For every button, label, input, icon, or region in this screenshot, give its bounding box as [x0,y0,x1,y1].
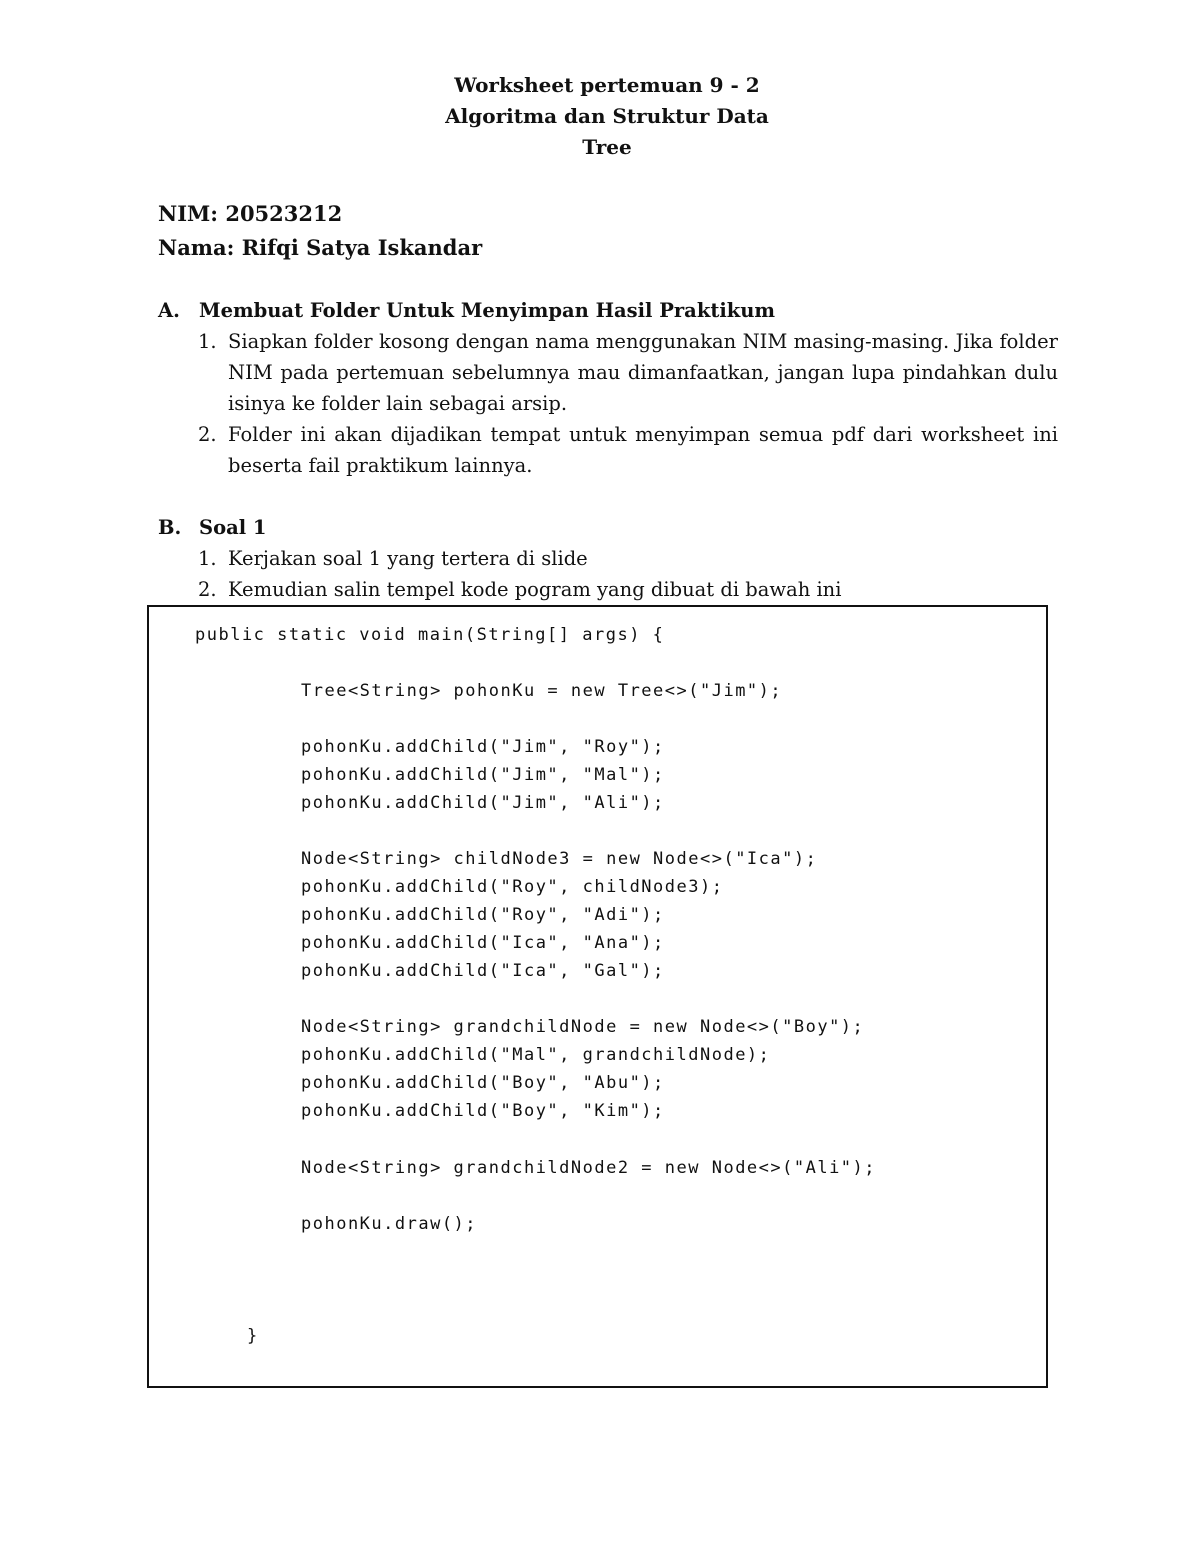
title-line-topic: Tree [582,135,632,159]
code-line: Node<String> grandchildNode = new Node<>("Boy"); [301,1017,865,1037]
code-line: pohonKu.addChild("Jim", "Ali"); [301,793,665,813]
code-line: pohonKu.addChild("Roy", childNode3); [301,877,724,897]
code-line: pohonKu.draw(); [301,1214,478,1234]
code-line: pohonKu.addChild("Boy", "Abu"); [301,1073,665,1093]
list-item-text: Kemudian salin tempel kode pogram yang dibuat di bawah ini [228,578,842,601]
document-title [0,70,1200,163]
section-b-heading [158,512,1058,543]
code-line: pohonKu.addChild("Mal", grandchildNode); [301,1045,771,1065]
code-line: pohonKu.addChild("Jim", "Roy"); [301,737,665,757]
student-nim: NIM: 20523212 [158,201,343,226]
section-b [158,512,1058,605]
code-line: pohonKu.addChild("Boy", "Kim"); [301,1101,665,1121]
section-a-title: Membuat Folder Untuk Menyimpan Hasil Praktikum [199,299,776,322]
list-item-text: Siapkan folder kosong dengan nama menggunakan NIM masing-masing. Jika folder NIM pada pertemuan sebelumnya mau dimanfaatkan, jangan lupa pindahkan dulu isinya ke folder lain sebagai arsip. [228,330,1058,415]
list-item-number: 1. [198,330,217,353]
list-item-number: 1. [198,547,217,570]
code-line: pohonKu.addChild("Roy", "Adi"); [301,905,665,925]
code-line: pohonKu.addChild("Jim", "Mal"); [301,765,665,785]
code-line: pohonKu.addChild("Ica", "Ana"); [301,933,665,953]
list-item [158,419,1058,481]
list-item [158,543,1058,574]
list-item-number: 2. [198,578,217,601]
section-a-list [158,326,1058,481]
code-line: pohonKu.addChild("Ica", "Gal"); [301,961,665,981]
code-line: public static void main(String[] args) { [195,625,665,645]
section-b-list [158,543,1058,605]
code-line: } [247,1326,259,1346]
code-line: Node<String> childNode3 = new Node<>("Ica"); [301,849,818,869]
list-item-text: Kerjakan soal 1 yang tertera di slide [228,547,588,570]
list-item-text: Folder ini akan dijadikan tempat untuk menyimpan semua pdf dari worksheet ini beserta fail praktikum lainnya. [228,423,1058,477]
code-line: Tree<String> pohonKu = new Tree<>("Jim"); [301,681,783,701]
list-item [158,574,1058,605]
list-item [158,326,1058,419]
code-line: Node<String> grandchildNode2 = new Node<>("Ali"); [301,1158,877,1178]
title-line-course: Algoritma dan Struktur Data [445,104,769,128]
section-a [158,295,1058,481]
title-line-worksheet: Worksheet pertemuan 9 - 2 [454,73,760,97]
student-name: Nama: Rifqi Satya Iskandar [158,235,483,260]
student-info [158,197,482,265]
code-box [147,605,1048,1388]
section-a-letter: A. [158,299,180,322]
list-item-number: 2. [198,423,217,446]
section-b-title: Soal 1 [199,516,267,539]
section-b-letter: B. [158,516,182,539]
section-a-heading [158,295,1058,326]
